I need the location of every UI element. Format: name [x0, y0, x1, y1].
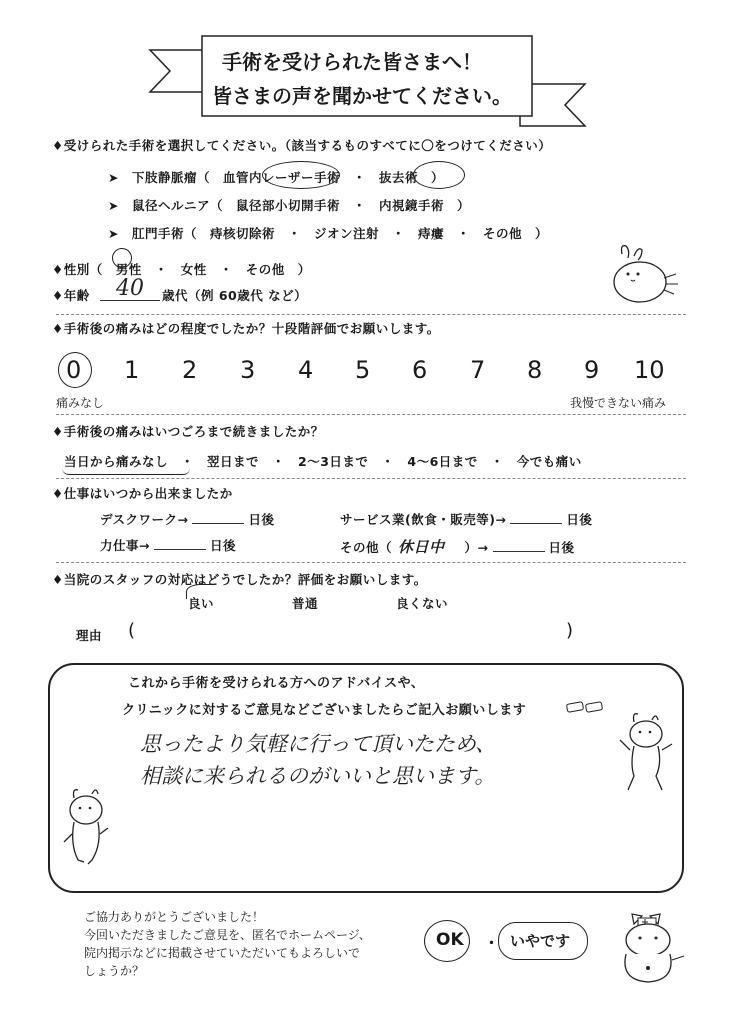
divider-2: [56, 414, 686, 415]
banner-line-2: 皆さまの声を聞かせてください。: [212, 84, 512, 108]
work-other-label: その他（: [340, 540, 393, 555]
selection-circle-laser: [262, 161, 340, 189]
surgery-row-anal: ➤ 肛門手術（ 痔核切除術 ・ ジオン注射 ・ 痔瘻 ・ その他 ）: [108, 226, 548, 241]
work-desk-label: デスクワーク→: [100, 512, 189, 527]
staff-option-good[interactable]: 良い: [188, 596, 215, 611]
rabbit-mascot-icon: [604, 244, 684, 306]
rabbit-standing-icon: [58, 784, 114, 870]
pain-scale: [0, 356, 731, 390]
footer-line-4: しょうか？: [84, 964, 145, 978]
work-service-label: サービス業(飲食・販売等)→: [340, 512, 507, 527]
work-service-days: 日後: [566, 512, 593, 527]
selection-underline-no-pain: [62, 468, 190, 475]
footer-no-option[interactable]: いやです: [510, 932, 571, 950]
work-other-close: ）→: [464, 540, 489, 555]
rabbit-dancing-icon: [616, 710, 676, 794]
selection-circle-male: [112, 248, 132, 268]
work-other: [340, 536, 575, 557]
title-banner: [140, 28, 595, 128]
pencil-icon: [566, 700, 604, 714]
pain-option[interactable]: 10: [634, 356, 665, 384]
pain-option[interactable]: 1: [124, 356, 140, 384]
staff-option-average[interactable]: 普通: [292, 596, 319, 611]
advice-handwritten-2: 相談に来られるのがいいと思います。: [140, 764, 496, 788]
work-physical: [100, 536, 236, 554]
work-other-blank[interactable]: [493, 551, 545, 552]
surgery-row-varicose: ➤ 下肢静脈瘤（ 血管内レーザー手術 ・ 抜去術 ）: [108, 170, 444, 185]
pain-option[interactable]: 8: [527, 356, 543, 384]
pain-option[interactable]: 7: [470, 356, 486, 384]
selection-circle-ok: [424, 920, 470, 962]
work-desk: [100, 510, 275, 528]
pain-option[interactable]: 6: [412, 356, 428, 384]
surgery-question: ♦受けられた手術を選択してください。（該当するものすべてに〇をつけてください）: [52, 138, 552, 153]
footer-line-2: 今回いただきましたご意見を、匿名でホームページ、: [84, 928, 371, 942]
pain-option[interactable]: 3: [240, 356, 256, 384]
work-physical-blank[interactable]: [154, 549, 206, 550]
work-physical-label: 力仕事→: [100, 538, 150, 553]
surgery-row-hernia: ➤ 鼠径ヘルニア（ 鼠径部小切開手術 ・ 内視鏡手術 ）: [108, 198, 470, 213]
advice-line-2: クリニックに対するご意見などございましたらご記入お願いします: [122, 703, 527, 718]
age-label: ♦年齢: [52, 288, 90, 303]
duration-question: ♦手術後の痛みはいつごろまで続きましたか？: [52, 424, 324, 439]
gender-question: ♦性別（ 男性 ・ 女性 ・ その他 ）: [52, 262, 311, 277]
pain-option[interactable]: 0: [66, 356, 82, 384]
footer-thanks: ご協力ありがとうございました！: [84, 910, 265, 924]
pain-option[interactable]: 2: [182, 356, 198, 384]
staff-question: ♦当院のスタッフの対応はどうでしたか？評価をお願いします。: [52, 572, 427, 587]
work-service: [340, 510, 592, 528]
pain-low-label: 痛みなし: [56, 396, 105, 410]
age-underline: [100, 300, 160, 301]
divider-1: [56, 314, 686, 315]
selection-mark-good: [186, 584, 215, 599]
pain-selected-circle: [58, 352, 92, 388]
reason-field[interactable]: [140, 640, 560, 643]
work-question: ♦仕事はいつから出来ましたか: [52, 486, 233, 501]
footer-separator: ・: [484, 934, 500, 952]
work-other-days: 日後: [548, 540, 575, 555]
divider-3: [56, 478, 686, 479]
advice-handwritten-1: 思ったより気軽に行って頂いたため、: [140, 732, 497, 756]
work-desk-days: 日後: [248, 512, 275, 527]
reason-label: 理由: [76, 628, 103, 643]
pain-option[interactable]: 9: [584, 356, 600, 384]
selection-circle-stripping: [413, 161, 465, 189]
duration-options: 当日から痛みなし ・ 翌日まで ・ 2〜3日まで ・ 4〜6日まで ・ 今でも痛い: [64, 454, 582, 469]
banner-line-1: 手術を受けられた皆さまへ！: [222, 50, 482, 74]
pain-question: ♦手術後の痛みはどの程度でしたか？十段階評価でお願いします。: [52, 321, 440, 336]
work-physical-days: 日後: [209, 538, 236, 553]
age-suffix: 歳代（例 60歳代 など）: [162, 288, 308, 303]
pain-option[interactable]: 5: [355, 356, 371, 384]
pain-option[interactable]: 4: [298, 356, 314, 384]
reason-close: ): [566, 620, 574, 641]
rabbit-nurse-icon: [612, 910, 688, 990]
work-other-value: 休日中: [398, 538, 445, 556]
footer-ok-option[interactable]: OK: [436, 930, 464, 950]
pain-high-label: 我慢できない痛み: [570, 396, 667, 410]
footer-no-box: [498, 922, 588, 960]
divider-4: [56, 562, 686, 563]
reason-open: (: [128, 620, 136, 641]
footer-line-3: 院内掲示などに掲載させていただいてもよろしいで: [84, 946, 361, 960]
age-value: 40: [116, 276, 144, 301]
advice-line-1: これから手術を受けられる方へのアドバイスや、: [128, 676, 425, 691]
work-service-blank[interactable]: [510, 523, 562, 524]
staff-option-bad[interactable]: 良くない: [396, 596, 449, 611]
work-desk-blank[interactable]: [192, 523, 244, 524]
